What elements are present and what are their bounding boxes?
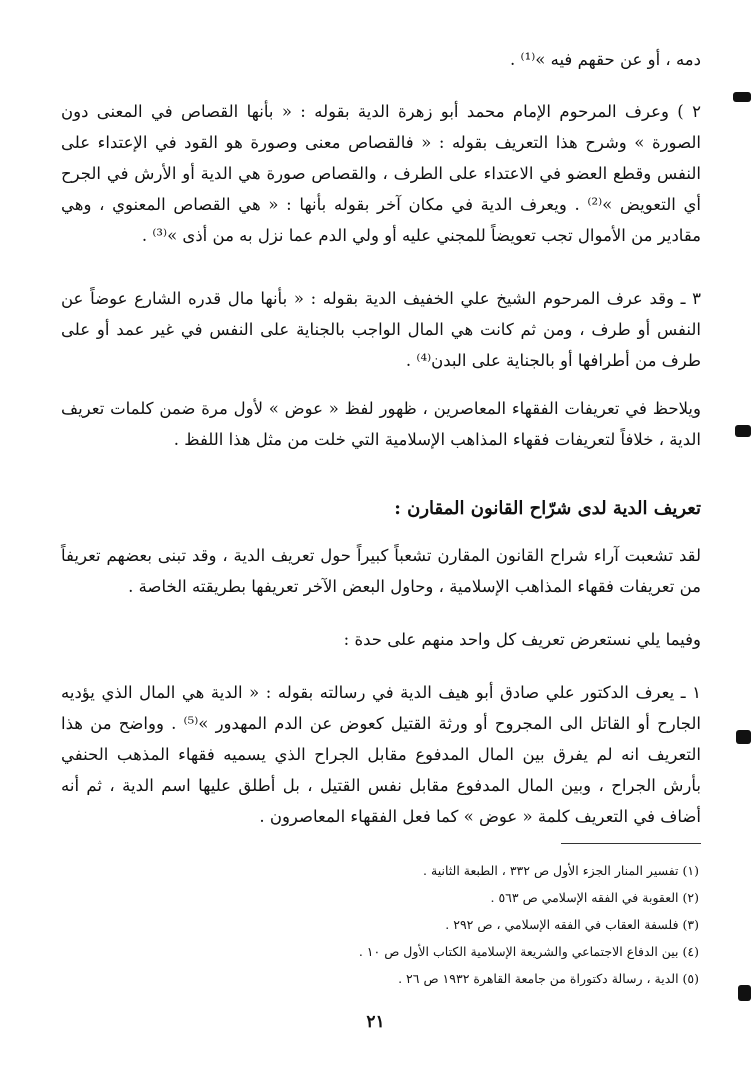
scan-edge-mark bbox=[738, 985, 751, 1001]
footnote-separator bbox=[561, 843, 701, 844]
paragraph-comparative-law: لقد تشعبت آراء شراح القانون المقارن تشعباً كبيراً حول تعريف الدية ، وقد تبنى بعضهم تعريفاً من تعريفات فقهاء المذاهب الإسلامية ، وحاول البعض الآخر تعريفها بطريقته الخاصة . bbox=[61, 546, 701, 596]
section-heading: تعريف الدية لدى شرّاح القانون المقارن : bbox=[394, 498, 701, 519]
paragraph-observation: ويلاحظ في تعريفات الفقهاء المعاصرين ، ظهور لفظ « عوض » لأول مرة ضمن كلمات تعريف الدية ، خلافاً لتعريفات فقهاء المذاهب الإسلامية التي خلت من مثل هذا اللفظ . bbox=[61, 399, 701, 449]
footnote-4: (٤) بين الدفاع الاجتماعي والشريعة الإسلامية الكتاب الأول ص ١٠ . bbox=[358, 944, 699, 959]
scan-edge-mark bbox=[736, 730, 751, 744]
footnote-3: (٣) فلسفة العقاب في الفقه الإسلامي ، ص ٢٩٢ . bbox=[445, 917, 699, 932]
footnote-5: (٥) الدية ، رسالة دكتوراة من جامعة القاهرة ١٩٣٢ ص ٢٦ . bbox=[398, 971, 699, 986]
footnote-2: (٢) العقوبة في الفقه الإسلامي ص ٥٦٣ . bbox=[490, 890, 699, 905]
page-number: ٢١ bbox=[366, 1012, 385, 1032]
paragraph-abu-heif: ١ ـ يعرف الدكتور علي صادق أبو هيف الدية في رسالته بقوله : « الدية هي المال الذي يؤديه الجارح أو القاتل الى المجروح أو ورثة القتيل كعوض عن الدم المهدور »⁽⁵⁾ . وواضح من هذا التعريف انه لم يفرق بين المال المدفوع مقابل الجراح الذي يسميه فقهاء المذهب الحنفي بأرش الجراح ، وبين المال المدفوع مقابل نفس القتيل ، بل أطلق عليها اسم الدية ، ثم أنه أضاف في التعريف كلمة « عوض » كما فعل الفقهاء المعاصرون . bbox=[61, 683, 701, 826]
scan-edge-mark bbox=[735, 425, 751, 437]
footnote-1: (١) تفسير المنار الجزء الأول ص ٣٣٢ ، الطبعة الثانية . bbox=[423, 863, 699, 878]
scan-edge-mark bbox=[733, 92, 751, 102]
paragraph-intro-list: وفيما يلي نستعرض تعريف كل واحد منهم على حدة : bbox=[343, 630, 701, 649]
paragraph-continuation: دمه ، أو عن حقهم فيه »⁽¹⁾ . bbox=[510, 50, 701, 69]
paragraph-khafif: ٣ ـ وقد عرف المرحوم الشيخ علي الخفيف الدية بقوله : « بأنها مال قدره الشارع عوضاً عن النفس أو طرف ، ومن ثم كانت هي المال الواجب بالجناية على النفس في غير عمد أو على طرف من أطرافها أو بالجناية على البدن⁽⁴⁾ . bbox=[61, 289, 701, 370]
paragraph-abu-zahra: ٢ ) وعرف المرحوم الإمام محمد أبو زهرة الدية بقوله : « بأنها القصاص في المعنى دون الصورة » وشرح هذا التعريف بقوله : « فالقصاص معنى وصورة هو القود في الإعتداء على النفس وقطع العضو في الاعتداء على الطرف ، والقصاص صورة هي الدية أو الأرش في الجرح أي التعويض »⁽²⁾ . ويعرف الدية في مكان آخر بقوله بأنها : « هي القصاص المعنوي ، وهي مقادير من الأموال تجب تعويضاً للمجني عليه أو ولي الدم عما نزل به من أذى »⁽³⁾ . bbox=[61, 102, 701, 245]
